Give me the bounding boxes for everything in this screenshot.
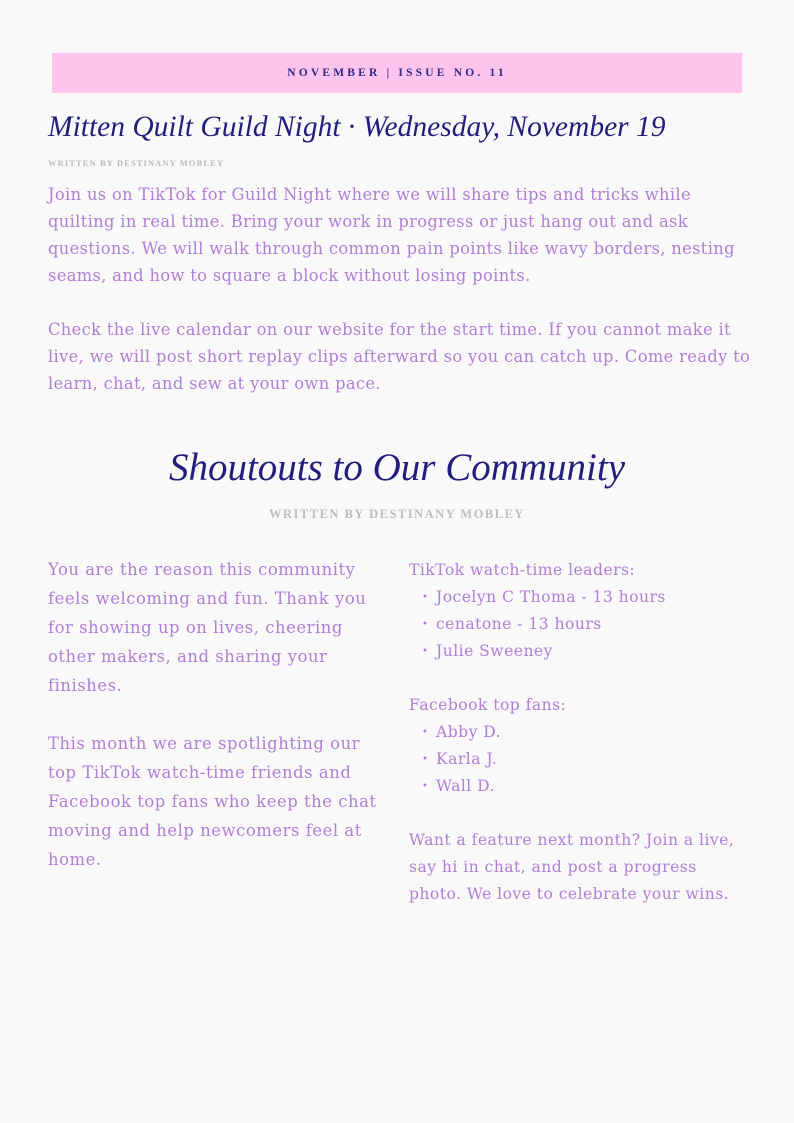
facebook-fans-heading: Facebook top fans: bbox=[409, 696, 567, 714]
bullet-icon: • bbox=[422, 754, 429, 765]
list-item-text: Julie Sweeney bbox=[436, 642, 553, 660]
guild-night-byline: WRITTEN BY DESTINANY MOBLEY bbox=[48, 158, 225, 168]
list-item bbox=[409, 773, 749, 800]
facebook-fans-list bbox=[409, 719, 749, 800]
bullet-icon: • bbox=[422, 619, 429, 630]
list-item-text: Abby D. bbox=[436, 723, 502, 741]
list-item bbox=[409, 638, 749, 665]
list-item bbox=[409, 584, 749, 611]
guild-night-paragraph-1: Join us on TikTok for Guild Night where we will share tips and tricks while quilting in real time. Bring your work in progress or just hang out and ask questions. We will walk through common pain points like wavy borders, nesting seams, and how to square a block without losing points. bbox=[48, 185, 735, 285]
feature-invite-paragraph: Want a feature next month? Join a live, say hi in chat, and post a progress photo. We love to celebrate your wins. bbox=[409, 831, 735, 903]
tiktok-leaders-list bbox=[409, 584, 749, 665]
shoutouts-right-column bbox=[409, 557, 749, 908]
guild-night-title: Mitten Quilt Guild Night · Wednesday, November 19 bbox=[48, 111, 666, 143]
list-item bbox=[409, 611, 749, 638]
list-item bbox=[409, 746, 749, 773]
list-item-text: Wall D. bbox=[436, 777, 495, 795]
tiktok-leaders-heading: TikTok watch-time leaders: bbox=[409, 561, 636, 579]
list-item-text: Karla J. bbox=[436, 750, 498, 768]
list-item bbox=[409, 719, 749, 746]
bullet-icon: • bbox=[422, 592, 429, 603]
list-item-text: Jocelyn C Thoma - 13 hours bbox=[436, 588, 666, 606]
bullet-icon: • bbox=[422, 727, 429, 738]
shoutouts-spotlight-paragraph: This month we are spotlighting our top TikTok watch-time friends and Facebook top fans who keep the chat moving and help newcomers feel at home. bbox=[48, 734, 377, 869]
issue-banner-text: NOVEMBER | ISSUE NO. 11 bbox=[287, 67, 507, 79]
guild-night-paragraph-2: Check the live calendar on our website for the start time. If you cannot make it live, we will post short replay clips afterward so you can catch up. Come ready to learn, chat, and sew at your own pace. bbox=[48, 320, 751, 393]
bullet-icon: • bbox=[422, 781, 429, 792]
shoutouts-intro-paragraph: You are the reason this community feels welcoming and fun. Thank you for showing up on lives, cheering other makers, and sharing your finishes. bbox=[48, 560, 367, 695]
shoutouts-left-column bbox=[48, 555, 378, 903]
bullet-icon: • bbox=[422, 646, 429, 657]
issue-banner bbox=[52, 53, 742, 93]
shoutouts-title: Shoutouts to Our Community bbox=[168, 446, 626, 489]
shoutouts-byline: WRITTEN BY DESTINANY MOBLEY bbox=[269, 507, 525, 521]
list-item-text: cenatone - 13 hours bbox=[436, 615, 602, 633]
